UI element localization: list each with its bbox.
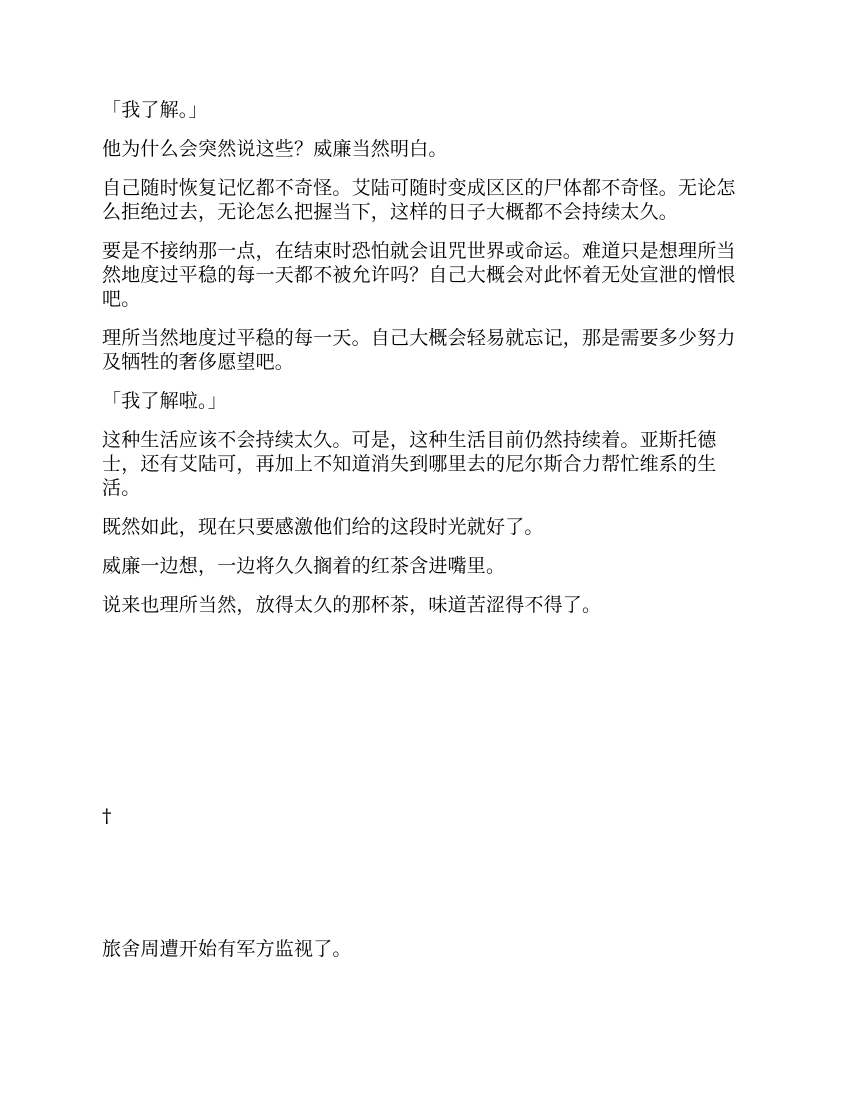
paragraph: 这种生活应该不会持续太久。可是，这种生活目前仍然持续着。亚斯托德士，还有艾陆可，再加上不知道消失到哪里去的尼尔斯合力帮忙维系的生活。 [102,429,717,499]
paragraph: 既然如此，现在只要感激他们给的这段时光就好了。 [102,516,544,538]
paragraph: 「我了解啦。」 [102,390,227,412]
paragraph: 「我了解。」 [102,99,208,121]
paragraph: 理所当然地度过平稳的每一天。自己大概会轻易就忘记，那是需要多少努力及牺牲的奢侈愿望吧。 [102,327,736,373]
paragraph: 他为什么会突然说这些？威廉当然明白。 [102,138,448,160]
section-separator: † [102,805,112,827]
paragraph: 说来也理所当然，放得太久的那杯茶，味道苦涩得不得了。 [102,594,602,616]
paragraph: 自己随时恢复记忆都不奇怪。艾陆可随时变成区区的尸体都不奇怪。无论怎么拒绝过去，无论怎么把握当下，这样的日子大概都不会持续太久。 [102,177,736,223]
paragraph: 要是不接纳那一点，在结束时恐怕就会诅咒世界或命运。难道只是想理所当然地度过平稳的每一天都不被允许吗？自己大概会对此怀着无处宣泄的憎恨吧。 [102,240,736,310]
body-text [102,98,750,632]
paragraph: 威廉一边想，一边将久久搁着的红茶含进嘴里。 [102,555,506,577]
paragraph: 旅舍周遭开始有军方监视了。 [102,938,352,960]
